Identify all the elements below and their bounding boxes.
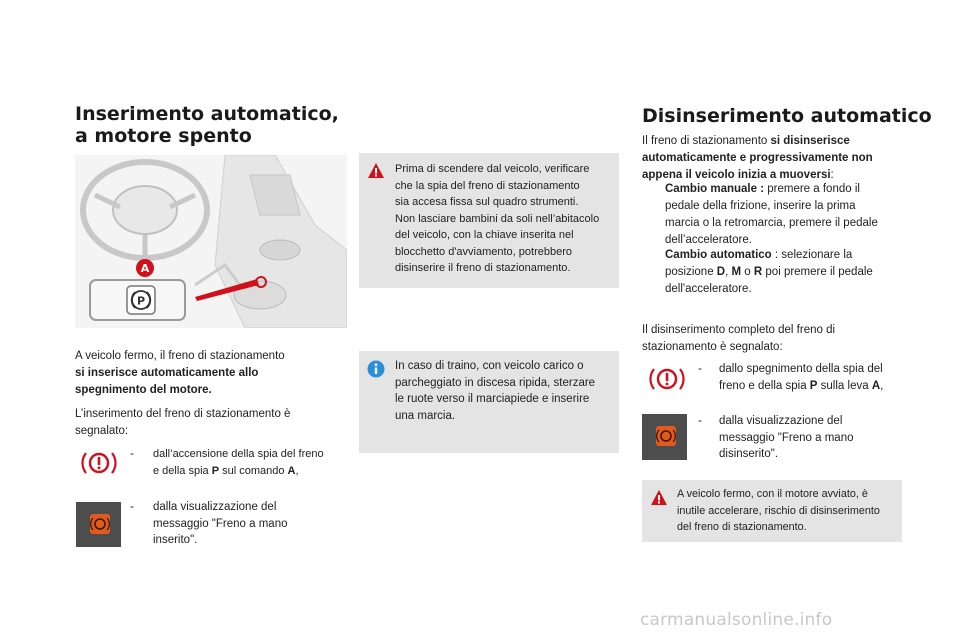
warning-icon: [367, 162, 385, 180]
brake-message-icon: [76, 502, 121, 547]
list-dash: -: [130, 499, 134, 513]
section-title-left: [75, 104, 339, 148]
brake-warning-lamp-icon: [644, 364, 690, 394]
warning-icon: [650, 489, 668, 507]
warning-box-accelerate: [642, 480, 902, 542]
automatic-gearbox-text: Cambio automatico : selezionare la posizione D, M o R poi premere il pedale dell'acceleratore.: [665, 249, 873, 295]
title-line-1: Inserimento automatico,: [75, 103, 339, 125]
warning-text-before-exit: Prima di scendere dal veicolo, verificare che la spia del freno di stazionamento sia accesa fissa sul quadro strumenti. Non lasciare bambini da soli nell’abitacolo del veicolo, con la chiave inserita nel blocchetto d'avviamento, potrebbero disinserire il freno di stazionamento.: [395, 163, 600, 274]
right-item-1-text: dallo spegnimento della spia del freno e della spia P sulla leva A,: [719, 363, 884, 392]
section-title-right: Disinserimento automatico: [642, 105, 932, 127]
dashboard-drawing: [75, 155, 347, 328]
left-paragraph-2: L’inserimento del freno di stazionamento è segnalato:: [75, 408, 291, 437]
symbol-p-label: P: [136, 294, 146, 308]
list-dash: -: [698, 361, 702, 375]
left-item-1-text: dall’accensione della spia del freno e della spia P sul comando A,: [153, 448, 324, 477]
watermark: carmanualsonline.info: [640, 610, 833, 630]
info-text-towing: In caso di traino, con veicolo carico o parcheggiato in discesa ripida, sterzare le ruote verso il marciapiede e inserire una marcia.: [395, 360, 596, 422]
message-display-thumbnail: [642, 414, 687, 460]
brake-warning-lamp-icon: [76, 448, 122, 478]
title-line-2: a motore spento: [75, 124, 252, 147]
right-item-2-text: dalla visualizzazione del messaggio "Freno a mano disinserito".: [719, 415, 854, 460]
brake-message-icon: [642, 414, 687, 460]
list-dash: -: [130, 446, 134, 460]
info-icon: [367, 360, 385, 378]
manual-gearbox-text: Cambio manuale : premere a fondo il pedale della frizione, inserire la prima marcia o la retromarcia, premere il pedale dell’acceleratore.: [665, 183, 878, 246]
left-paragraph-1: A veicolo fermo, il freno di stazionamento si inserisce automaticamente allo spegnimento del motore.: [75, 350, 285, 396]
parking-brake-illustration: [75, 155, 347, 328]
right-intro: Il freno di stazionamento si disinserisce automaticamente e progressivamente non appena il veicolo inizia a muoversi:: [642, 135, 873, 181]
complete-release-text: Il disinserimento completo del freno di stazionamento è segnalato:: [642, 324, 836, 353]
message-display-thumbnail: [76, 502, 121, 547]
left-item-2-text: dalla visualizzazione del messaggio "Freno a mano inserito".: [153, 501, 288, 546]
list-dash: -: [698, 413, 702, 427]
info-box-towing: [359, 351, 619, 453]
warning-box-before-exit: [359, 153, 619, 288]
callout-a-label: A: [140, 262, 150, 275]
warning-text-accelerate: A veicolo fermo, con il motore avviato, è inutile accelerare, rischio di disinserimento del freno di stazionamento.: [677, 488, 880, 533]
